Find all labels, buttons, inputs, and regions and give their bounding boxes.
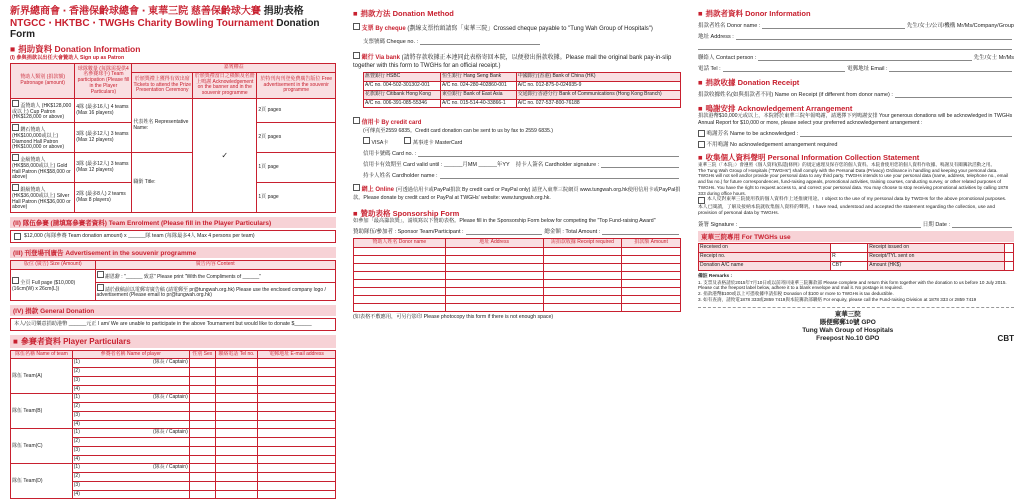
- patron-row[interactable]: 鑽石贊助人 (HK$100,000或以上) Diamond Hall Patron (HK$100,000 or above) 3隊 (最多12人) 3 teams (Max 12 players) 2頁 pages: [11, 123, 336, 153]
- team-enrolment-heading: (II) 隊伍參賽 (請填寫參賽者資料) Team Enrolment (Please fill in the Player Particulars): [10, 217, 336, 228]
- player-row[interactable]: (2): [11, 403, 336, 412]
- general-donation-box[interactable]: 本人/公司樂意捐助港幣 ______元正 I am/ We are unable to participate in the above Tournament but would like to donate $______: [10, 318, 336, 331]
- player-table: 隊伍名稱 Name of team 參賽者名稱 Name of player 性別 Sex 聯絡電話 Tel no. 電郵地址 E-mail address 隊伍 Team(A) (1) (隊長 / Captain) (2) (3) (4) 隊伍 Team(B) (1) (隊長 / Captain) (2) (3) (4) 隊伍 Team(C) (1) (隊長 / Captain) (2) (3) (4) 隊伍 Team(D) (1) (隊長 / Captain) (2) (3) (4): [10, 350, 336, 499]
- donor-address-field[interactable]: [736, 33, 1012, 40]
- patron-col-type: 贊助人類別 (捐款額) Patronage (amount): [11, 64, 75, 99]
- player-row[interactable]: (4): [11, 420, 336, 429]
- credit-card-option[interactable]: 信用卡 By credit card: [353, 117, 681, 128]
- sponsor-row[interactable]: [354, 304, 681, 312]
- credit-card-note: (可傳真至2559 6835。Credit card donation can be sent to us by fax to 2559 6835.): [363, 128, 554, 135]
- patron-col-programme: 於特刊內刊登免費廣告版位 Free advertisement in the souvenir programme: [257, 72, 336, 98]
- contact-person-field[interactable]: [758, 54, 971, 61]
- date-field[interactable]: [952, 221, 1012, 228]
- office-row: Received on Receipt issued on: [699, 244, 1014, 253]
- sponsor-row[interactable]: [354, 272, 681, 280]
- player-particulars-heading: ■ 參賽者資料 Player Particulars: [10, 335, 336, 348]
- online-checkbox[interactable]: [353, 184, 360, 191]
- pics-text-zh: 東華三院（「本院」）會遵照《個人資料(私隱)條例》的規定處理及保存您的個人資料。本院會使用您的個人資料作收據、鳴謝及有關籌款活動之用。: [698, 162, 996, 167]
- card-type-row: VISA卡 萬事達卡 MasterCard: [353, 137, 681, 147]
- patron-col-teams: 球隊數量 (每隊需提供4名參賽球手) Team participation (Please fill in the Player Particulars): [75, 64, 132, 99]
- office-row: Donation A/C name CBT Amount (HK$): [699, 261, 1014, 270]
- credit-card-checkbox[interactable]: [353, 117, 360, 124]
- ad-logo-checkbox[interactable]: [97, 284, 104, 291]
- player-row[interactable]: 隊伍 Team(D) (1) (隊長 / Captain): [11, 464, 336, 473]
- ad-compliments-checkbox[interactable]: [97, 271, 104, 278]
- patron-col-banner: 於頒獎禮當日之橫額及名冊上鳴謝 Acknowledgement on the banner and in the souvenir programme: [193, 72, 257, 98]
- player-row[interactable]: (2): [11, 438, 336, 447]
- sponsor-row[interactable]: [354, 288, 681, 296]
- ack-name-checkbox[interactable]: [698, 130, 705, 137]
- freepost-label: 東華三院 賬便郵郵10號 GPO Tung Wah Group of Hospitals Freepost No.10 GPO CBT: [698, 307, 1014, 344]
- cheque-option[interactable]: 支票 By cheque (劃線支票抬頭請寫「東華三院」Crossed cheque payable to "Tung Wah Group of Hospitals"): [353, 23, 681, 34]
- header-title-zh: 新界總商會 ‧ 香港保齡球總會 ‧ 東華三院 慈善保齡球大賽 捐助表格: [10, 6, 304, 17]
- freepost-code: CBT: [997, 334, 1014, 344]
- ad-fullpage-checkbox[interactable]: [12, 277, 19, 284]
- patron-row[interactable]: 盃贊助人 (HK$128,000或以上) Cup Patron (HK$128,000 or above) 4隊 (最多16人) 4 teams (Max 16 players) 代表姓名 Representative Name: ✓ 2頁 pages: [11, 98, 336, 122]
- player-row[interactable]: (3): [11, 481, 336, 490]
- player-row[interactable]: 隊伍 Team(B) (1) (隊長 / Captain): [11, 394, 336, 403]
- signature-field[interactable]: [739, 221, 921, 228]
- player-row[interactable]: (4): [11, 385, 336, 394]
- sponsor-participant-field[interactable]: [466, 228, 543, 235]
- pics-text-en: The Tung Wah Group of Hospitals ("TWGHs") shall comply with the Personal Data (Privacy) Ordinance in handling and keeping your personal data. TWGHs will not sell and/or provide your personal data to any third party. TWGHs intends to use your personal data (name, address, telephone no., email and fax no.) for future correspondences, fund-raising appeals, promotional activities, training courses, conducting survey, or other related purposes of TWGHs. You have the right to request access to, and correct your personal data. You may choose to stop receiving promotional activities by calling 1878 333 during office hours.: [698, 167, 1009, 196]
- sponsor-table: 贊助人姓名 Donor name 地址 Address 需捐款收據 Receipt required 捐款額 Amount: [353, 238, 681, 312]
- patron-diamond-checkbox[interactable]: [12, 124, 19, 131]
- remark-item: 1. 支票及表格請於2015年7月10日或以前寄回東華三院籌款部 Please complete and return this form together with the donation to us before 10 July 2015. Please cut the freepost label below, adhere it to a blank envelope and mail it. No postage is required.: [698, 279, 1007, 291]
- player-row[interactable]: (3): [11, 376, 336, 385]
- sponsor-row[interactable]: [354, 280, 681, 288]
- tel-field[interactable]: [723, 65, 846, 72]
- office-use-heading: 東華三院專用 For TWGHs use: [698, 231, 1014, 242]
- player-row[interactable]: (4): [11, 490, 336, 499]
- sponsor-row[interactable]: [354, 256, 681, 264]
- team-name-cell[interactable]: 隊伍 Team(D): [11, 464, 73, 499]
- sponsorship-heading: ■ 贊助表格 Sponsorship Form: [353, 208, 460, 218]
- visa-checkbox[interactable]: [363, 137, 370, 144]
- acknowledgement-heading: ■ 鳴謝安排 Acknowledgement Arrangement: [698, 104, 853, 113]
- player-row[interactable]: (4): [11, 455, 336, 464]
- sponsor-row[interactable]: [354, 248, 681, 256]
- bank-option[interactable]: 銀行 Via bank (請將存款收據正本連同此表格寄回本院，以便發出捐款收據。Please mail the original bank pay-in-slip together with this form to TWGHs for an official receipt.): [353, 52, 681, 71]
- team-enrolment-checkbox[interactable]: [14, 233, 21, 240]
- patron-col-tickets: 於頒獎禮上獲得有效出席 Tickets to attend the Prize Presentation Ceremony: [132, 72, 193, 98]
- donation-info-heading: ■ 捐助資料 Donation Information: [10, 43, 141, 54]
- master-checkbox[interactable]: [404, 137, 411, 144]
- team-name-cell[interactable]: 隊伍 Team(B): [11, 394, 73, 429]
- pics-agree-text: 本人已閱讀，了解及接納本院就收集個人資料的聲明。I have read, understood and accepted the statement regarding the collection, use and provision of personal data by TWGHs.: [698, 205, 995, 217]
- team-name-cell[interactable]: 隊伍 Team(A): [11, 359, 73, 394]
- donation-method-heading: ■ 捐款方法 Donation Method: [353, 9, 454, 18]
- no-ack-checkbox[interactable]: [698, 141, 705, 148]
- team-enrolment-box[interactable]: $12,000 (每隊參賽 Team donation amount) x ______隊 team (每隊最多4人 Max 4 persons per team): [10, 230, 336, 243]
- patron-subheading: (I) 參與捐款以出任大會贊助人 Sign up as Patron: [10, 54, 125, 61]
- bank-checkbox[interactable]: [353, 52, 360, 59]
- sponsor-row[interactable]: [354, 264, 681, 272]
- general-donation-heading: (IV) 捐款 General Donation: [10, 305, 336, 316]
- sponsor-row[interactable]: [354, 296, 681, 304]
- player-row[interactable]: 隊伍 Team(A) (1) (隊長 / Captain): [11, 359, 336, 368]
- player-row[interactable]: (2): [11, 368, 336, 377]
- receipt-name-field[interactable]: [895, 91, 1012, 98]
- patron-cup-checkbox[interactable]: [12, 100, 19, 107]
- cheque-checkbox[interactable]: [353, 23, 360, 30]
- pics-heading: ■ 收集個人資料聲明 Personal Information Collection Statement: [698, 153, 920, 162]
- online-option[interactable]: 網上 Online (可透過信用卡或PayPal捐款 By credit card or PayPal only) 請登入東華三院網頁 www.tungwah.org.hk使用信用卡或PayPal捐款。Please donate by credit card or PayPal at TWGHs' website: www.tungwah.org.hk.: [353, 184, 681, 203]
- donor-address-line2[interactable]: [698, 43, 1012, 50]
- receipt-heading: ■ 捐款收據 Donation Receipt: [698, 78, 800, 87]
- patron-row[interactable]: 銀級贊助人 (HK$36,000或以上) Silver Hall Patron (HK$36,000 or above) 2隊 (最多8人) 2 teams (Max 8 players) 1頁 page: [11, 183, 336, 213]
- team-name-cell[interactable]: 隊伍 Team(C): [11, 429, 73, 464]
- header-title-en: NTGCC ‧ HKTBC ‧ TWGHs Charity Bowling Tournament Donation Form: [10, 17, 320, 40]
- panel-donation-method: ■ 捐款方法 Donation Method 支票 By cheque (劃線支票抬頭請寫「東華三院」Crossed cheque payable to "Tung Wah Group of Hospitals") 支票號碼 Cheque no. : 銀行 Via bank (請將存款收據正本連同此表格寄回本院，以便發出捐款收據。Please mail the original bank pay-in-slip together with this form to TWGHs for an official receipt.) 滙豐銀行 HSBC 恒生銀行 Hang Seng Bank 中國銀行(香港) Bank of China (HK) A/C no. 004-502-301302-001 A/C no. 024-280-402860-001 A/C no. 012-875-0-024935-9 花旗銀行 Citibank Hong Kong 東亞銀行 Bank of East Asia 交通銀行香港分行 Bank of Communications (Hong Kong Branch) A/C no. 006-391-085-55346 A/C no. 015-514-40-33866-1 A/C no. 027-537-800-76188 信用卡 By credit card (可傳真至2559 6835。Credit card donation can be sent to us by fax to 2559 6835.) VISA卡 萬事達卡 MasterCard 信用卡號碼 Card no. : 信用卡有效期至 Card valid until : ______月MM ______年YY 持卡人簽名 Cardholder signature : 持卡人姓名 Cardholder name : 網上 Online (可透過信用卡或PayPal捐款 By credit card or PayPal only) 請登入東華三院網頁 www.tungwah.org.hk使用信用卡或PayPal捐款。Please donate by credit card or PayPal at TWGHs' website: www.tungwah.org.hk. ■ 贊助表格 Sponsorship Form 如參加「最高籌款獎」，請填寫以下贊助表格。Please fill in the Sponsorship Form below for competing the "Top Fund-raising Award" 贊助隊伍/參加者 : Sponsor Team/Participant : 總金額 : Total Amount : 贊助人姓名 Donor name 地址 Address 需捐款收據 Receipt required 捐款額 Amount (如表格不敷應用，可另行影印 Please photocopy this form if there is not enough space): [353, 9, 681, 321]
- patron-silver-checkbox[interactable]: [12, 184, 19, 191]
- bank-accounts-table: 滙豐銀行 HSBC 恒生銀行 Hang Seng Bank 中國銀行(香港) Bank of China (HK) A/C no. 004-502-301302-001 A/C no. 024-280-402860-001 A/C no. 012-875-0-024935-9 花旗銀行 Citibank Hong Kong 東亞銀行 Bank of East Asia 交通銀行香港分行 Bank of Communications (Hong Kong Branch) A/C no. 006-391-085-55346 A/C no. 015-514-40-33866-1 A/C no. 027-537-800-76188: [363, 72, 681, 108]
- remark-item: 2. 捐款港幣$100或以上可憑收據申請扣稅 Donation of $100 or more to TWGHs is tax deductible.: [698, 291, 894, 297]
- player-row[interactable]: 隊伍 Team(C) (1) (隊長 / Captain): [11, 429, 336, 438]
- remarks-title: 備註 Remarks :: [698, 273, 733, 279]
- pics-object-checkbox[interactable]: [698, 197, 705, 204]
- cheque-no-field[interactable]: [420, 38, 540, 45]
- acknowledgement-text: 捐款港幣$10,000元或以上，本院將於東華三院年報鳴謝，請選擇下列鳴謝安排 Your generous donations will be acknowledged in TWGHs Annual Report for $10,000 or more, please select your preferred acknowledgement arrangement :: [698, 113, 1013, 126]
- player-row[interactable]: (2): [11, 473, 336, 482]
- banner-check-icon: ✓: [193, 98, 257, 212]
- office-use-table: [698, 243, 1014, 270]
- remark-item: 3. 如有查詢，請致電1878 333或2859 7419與本院籌款部聯絡 For enquiry, please call the Fund-raising Division at 1878 333 or 2859 7419: [698, 296, 977, 302]
- patron-col-entitlement: 嘉賓權益: [132, 64, 336, 73]
- donor-name-field[interactable]: [762, 22, 904, 29]
- donor-info-heading: ■ 捐款者資料 Donor Information: [698, 9, 811, 18]
- card-no-field[interactable]: [418, 150, 679, 157]
- advertisement-heading: (III) 刊登場刊廣告 Advertisement in the souvenir programme: [10, 247, 336, 258]
- patron-row[interactable]: 金級贊助人 (HK$58,000或以上) Gold Hall Patron (HK$58,000 or above) 3隊 (最多12人) 3 teams (Max 12 players) 職銜 Title: 1頁 page: [11, 153, 336, 183]
- player-row[interactable]: (3): [11, 446, 336, 455]
- office-row: Receipt no. R Receipt/TYL sent on: [699, 253, 1014, 262]
- sponsor-total-field[interactable]: [602, 228, 679, 235]
- email-field[interactable]: [889, 65, 1012, 72]
- patron-table: [10, 63, 336, 213]
- panel-donation-info: [0, 0, 342, 497]
- panel-donor-info: ■ 捐款者資料 Donor Information 捐款者姓名 Donor name : 先生/女士/公司/機構 Mr/Ms/Company/Group 地址 Address : 聯絡人 Contact person : 先生/女士 Mr/Ms 電話 Tel : 電郵地址 Email : ■ 捐款收據 Donation Receipt 捐款收據姓名(如與捐款者不同) Name on Receipt (if different from donor name) : ■ 鳴謝安排 Acknowledgement Arrangement 捐款港幣$10,000元或以上，本院將於東華三院年報鳴謝，請選擇下列鳴謝安排 Your generous donations will be acknowledged in TWGHs Annual Report for $10,000 or more, please select your preferred acknowledgement arrangement : 鳴謝芳名 Name to be acknowledged : 不用鳴謝 No acknowledgement arrangement required ■ 收集個人資料聲明 Personal Information Collection Statement 東華三院（「本院」）會遵照《個人資料(私隱)條例》的規定處理及保存您的個人資料。本院會使用您的個人資料作收據、鳴謝及有關籌款活動之用。 The Tung Wah Group of Hospitals ("TWGHs") shall comply with the Personal Data (Privacy) Ordinance in handling and keeping your personal data. TWGHs will not sell and/or provide your personal data to any third party. TWGHs intends to use your personal data (name, address, telephone no., email and fax no.) for future correspondences, fund-raising appeals, promotional activities, training courses, conducting survey, or other related purposes of TWGHs. You have the right to request access to, and correct your personal data. You may choose to stop receiving promotional activities by calling 1878 333 during office hours. 本人反對東華三院使用我的個人資料作上述推廣用途。I object to the use of my personal data by TWGHs for the above promotional purposes. 本人已閱讀，了解及接納本院就收集個人資料的聲明。I have read, understood and accepted the statement regarding the collection, use and provision of personal data by TWGHs. 簽署 Signature : 日期 Date : 東華三院專用 For TWGHs use Received on Receipt issued on Receipt no. R Receipt/TYL sent on Donation A/C name CBT Amount (HK$) 備註 Remarks : 1. 支票及表格請於2015年7月10日或以前寄回東華三院籌款部 Please complete and return this form together with the donation to us before 10 July 2015. Please cut the freepost label below, adhere it to a blank envelope and mail it. No postage is required. 2. 捐款港幣$100或以上可憑收據申請扣稅 Donation of $100 or more to TWGHs is tax deductible. 3. 如有查詢，請致電1878 333或2859 7419與本院籌款部聯絡 For enquiry, please call the Fund-raising Division at 1878 333 or 2859 7419 東華三院 賬便郵郵10號 GPO Tung Wah Group of Hospitals Freepost No.10 GPO CBT: [698, 9, 1014, 344]
- advertisement-table: 版位 (廣告) Size (Amount) 廣告內容 Content 全頁 Full page ($10,000) (16cm(W) x 26cm(L)) 謝恩辭 : "______ 致意" Please print "With the Compliments of ______" 請於截稿前以電郵寄廣告稿 (請電郵至 pr@tungwah.org.hk) Please use the enclosed company logo / advertisement (Please email to pr@tungwah.org.hk): [10, 260, 336, 301]
- player-row[interactable]: (3): [11, 411, 336, 420]
- patron-gold-checkbox[interactable]: [12, 154, 19, 161]
- sponsorship-intro: 如參加「最高籌款獎」，請填寫以下贊助表格。Please fill in the Sponsorship Form below for competing the "Top Fund-raising Award": [353, 217, 656, 224]
- card-signature-field[interactable]: [601, 161, 679, 168]
- card-holder-field[interactable]: [440, 172, 679, 179]
- photocopy-note: (如表格不敷應用，可另行影印 Please photocopy this form if there is not enough space): [353, 314, 554, 321]
- ack-name-field[interactable]: [800, 130, 1012, 137]
